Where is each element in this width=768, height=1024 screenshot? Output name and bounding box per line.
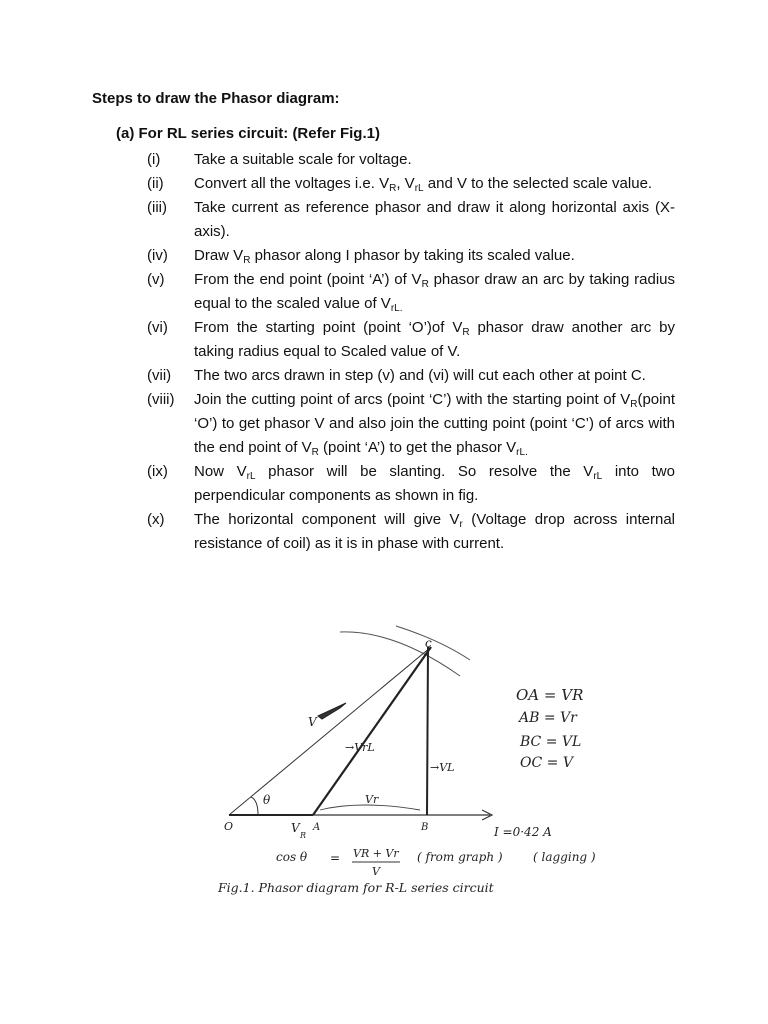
step-item [147,316,675,364]
cos-equals: = [330,851,341,865]
step-item [147,460,675,508]
step-item [147,268,675,316]
subscript: R [421,279,429,290]
text-run: Now V [194,463,247,480]
text-run: The horizontal component will give V [194,511,460,528]
step-number: (v) [147,271,165,288]
subscript: rL. [390,303,403,314]
text-run: The two arcs drawn in step (v) and (vi) will cut each other at point C. [194,367,646,384]
vr-label: V [291,821,300,835]
subscript: R [389,183,397,194]
point-c-label: c [425,636,432,650]
text-run: (Voltage drop across internal resistance of coil) as it is in phase with current. [194,511,675,552]
subscript: rL [246,471,256,482]
step-number: (iv) [147,247,168,264]
vrl-label: →VrL [345,741,375,754]
legend-oc: OC = V [520,755,573,771]
subscript: R [243,255,251,266]
step-text [194,148,675,172]
phasor-diagram [0,620,768,910]
step-number: (vi) [147,319,168,336]
vl-label: →VL [430,761,455,774]
subscript: rL [414,183,424,194]
text-run: Join the cutting point of arcs (point ‘C’) with the starting point of V [194,391,631,408]
step-text [194,388,675,460]
step-number: (viii) [147,391,175,408]
point-o-label: O [224,820,234,833]
point-a-label: A [313,822,321,833]
subscript: R [630,399,638,410]
lagging-label: ( lagging ) [533,850,596,864]
text-run: into two perpendicular components as shown in fig. [194,463,675,504]
text-run: phasor along I phasor by taking its scaled value. [250,247,575,264]
step-item [147,244,675,268]
text-run: Take current as reference phasor and draw it along horizontal axis (X-axis). [194,199,675,240]
vr-sub-label: R [300,831,307,840]
step-item [147,388,675,460]
text-run: (point ‘A’) to get the phasor V [318,439,517,456]
step-text [194,460,675,508]
steps-list [147,148,675,556]
text-run: From the starting point (point ‘O’)of V [194,319,463,336]
text-run: (point ‘O’) to get phasor V and also join the cutting point (point ‘C’) of arcs with the end point of V [194,391,675,456]
text-run: Draw V [194,247,244,264]
step-text [194,196,675,244]
step-text [194,364,675,388]
text-run: From the end point (point ‘A’) of V [194,271,422,288]
step-number: (ii) [147,175,164,192]
step-item [147,172,675,196]
text-run: Take a suitable scale for voltage. [194,151,412,168]
legend-ab: AB = Vr [519,710,577,726]
text-run: phasor draw an arc by taking radius equal to the scaled value of V [194,271,675,312]
text-run: , V [396,175,415,192]
point-b-label: B [421,822,429,833]
step-text [194,508,675,556]
legend-bc: BC = VL [520,734,582,750]
theta-label: θ [263,793,271,807]
text-run: phasor draw another arc by taking radius equal to Scaled value of V. [194,319,675,360]
step-number: (x) [147,511,165,528]
legend-oa: OA = VR [516,686,584,704]
current-label: I =0·42 A [494,825,552,839]
subscript: rL. [516,447,528,458]
step-item [147,508,675,556]
scribble-mark [318,703,346,719]
step-number: (vii) [147,367,172,384]
text-run: phasor will be slanting. So resolve the V [255,463,594,480]
cos-denominator: V [372,865,380,878]
section-heading: (a) For RL series circuit: (Refer Fig.1) [116,125,380,142]
cos-numerator: VR + Vr [353,847,399,860]
step-item [147,148,675,172]
from-graph-label: ( from graph ) [417,850,503,864]
cos-lhs: cos θ [276,850,308,864]
figure-caption: Fig.1. Phasor diagram for R-L series circuit [218,880,494,895]
subscript: R [311,447,319,458]
page-title: Steps to draw the Phasor diagram: [92,90,340,107]
step-text [194,316,675,364]
step-number: (i) [147,151,161,168]
v-label: V [308,715,317,729]
step-number: (ix) [147,463,168,480]
vr-small-label: Vr [365,793,379,806]
step-number: (iii) [147,199,167,216]
step-text [194,244,675,268]
subscript: r [459,519,463,530]
arc-v [340,632,460,676]
arc-vrl [396,626,470,660]
step-item [147,364,675,388]
text-run: and V to the selected scale value. [423,175,653,192]
theta-arc [251,797,258,815]
step-text [194,172,675,196]
step-item [147,196,675,244]
text-run: Convert all the voltages i.e. V [194,175,390,192]
phasor-vl [427,647,428,815]
subscript: R [462,327,470,338]
step-text [194,268,675,316]
subscript: rL [593,471,603,482]
